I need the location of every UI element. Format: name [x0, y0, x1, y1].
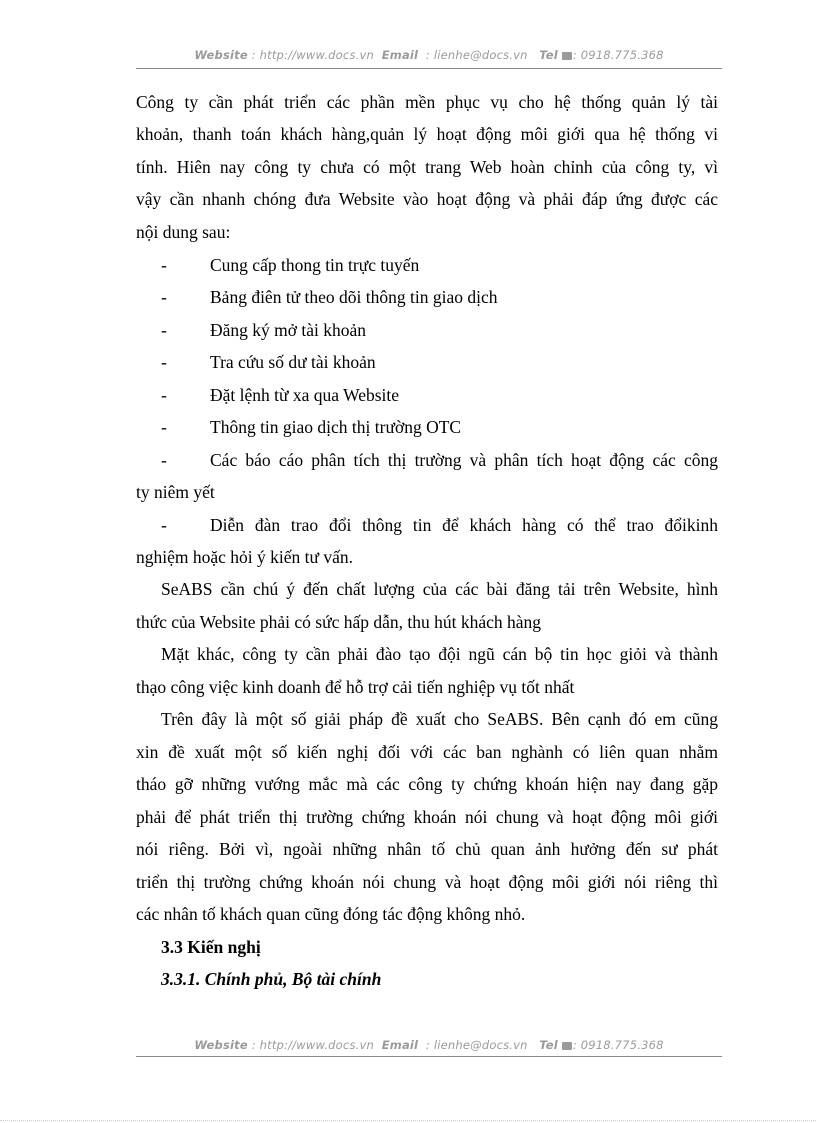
- bullet-dash: -: [161, 320, 167, 340]
- para4-line-7: các nhân tố khách quan cũng đóng tác động không nhỏ.: [136, 904, 526, 924]
- bullet-text: Cung cấp thong tin trực tuyến: [210, 255, 420, 275]
- header-email-value[interactable]: : lienhe@docs.vn: [425, 48, 528, 62]
- para4-line-1: Trên đây là một số giải pháp đề xuất cho SeABS. Bên cạnh đó em cũng: [161, 709, 718, 729]
- footer-website-label: Website: [194, 1038, 248, 1052]
- bullet-item: [136, 513, 718, 537]
- bullet-text: Thông tin giao dịch thị trường OTC: [210, 417, 462, 437]
- bullet-item: [136, 350, 718, 374]
- footer-tel-value: : 0918.775.368: [572, 1038, 664, 1052]
- bullet-text: Tra cứu số dư tài khoản: [210, 352, 376, 372]
- bullet-continuation: nghiệm hoặc hỏi ý kiến tư vấn.: [136, 547, 354, 567]
- header-website-url[interactable]: : http://www.docs.vn: [251, 48, 374, 62]
- para1-line-3: tính. Hiên nay công ty chưa có một trang Web hoàn chỉnh của công ty, vì: [136, 157, 718, 177]
- para4-line-3: tháo gỡ những vướng mắc mà các công ty chứng khoán hiện nay đang gặp: [136, 774, 718, 794]
- footer-rule: [136, 1056, 722, 1057]
- bullet-text: Diễn đàn trao đổi thông tin để khách hàng có thể trao đổikinh: [210, 515, 718, 535]
- bullet-item: [136, 318, 718, 342]
- header-tel-label: Tel: [539, 48, 558, 62]
- para3-line-2: thạo công việc kinh doanh để hỗ trợ cải tiến nghiệp vụ tốt nhất: [136, 677, 575, 697]
- para4-line-2: xin đề xuất một số kiến nghị đối với các ban nghành có liên quan nhằm: [136, 742, 718, 762]
- phone-icon: [562, 1042, 572, 1050]
- para4-line-6: triển thị trường chứng khoán nói chung và hoạt động môi giới nói riêng thì: [136, 872, 718, 892]
- bullet-text: Đăng ký mở tài khoản: [210, 320, 367, 340]
- bullet-dash: -: [161, 515, 167, 535]
- para2-line-2: thức của Website phải có sức hấp dẫn, thu hút khách hàng: [136, 612, 542, 632]
- bullet-text: Đặt lệnh từ xa qua Website: [210, 385, 400, 405]
- phone-icon: [562, 52, 572, 60]
- para3-line-1: Mặt khác, công ty cần phải đào tạo đội ngũ cán bộ tin học giỏi và thành: [161, 644, 718, 664]
- para4-line-4: phải để phát triển thị trường chứng khoán nói chung và hoạt động môi giới: [136, 807, 718, 827]
- bullet-item: [136, 285, 718, 309]
- header-website-label: Website: [194, 48, 248, 62]
- header-tel-value: : 0918.775.368: [572, 48, 664, 62]
- footer-tel-label: Tel: [539, 1038, 558, 1052]
- bullet-continuation: ty niêm yết: [136, 482, 215, 502]
- bullet-item: [136, 415, 718, 439]
- subsection-heading: 3.3.1. Chính phủ, Bộ tài chính: [161, 969, 382, 989]
- bullet-dash: -: [161, 417, 167, 437]
- footer-email-label: Email: [381, 1038, 419, 1052]
- bullet-dash: -: [161, 450, 167, 470]
- bullet-dash: -: [161, 287, 167, 307]
- footer-website-url[interactable]: : http://www.docs.vn: [251, 1038, 374, 1052]
- bullet-item: [136, 448, 718, 472]
- bullet-text: Các báo cáo phân tích thị trường và phân tích hoạt động các công: [210, 450, 718, 470]
- para1-line-2: khoản, thanh toán khách hàng,quản lý hoạt động môi giới qua hệ thống vi: [136, 124, 718, 144]
- bullet-dash: -: [161, 352, 167, 372]
- header-rule: [136, 68, 722, 69]
- para2-line-1: SeABS cần chú ý đến chất lượng của các bài đăng tải trên Website, hình: [161, 579, 718, 599]
- para1-line-5: nội dung sau:: [136, 222, 231, 242]
- bullet-item: [136, 383, 718, 407]
- bullet-text: Bảng điên tử theo dõi thông tin giao dịch: [210, 287, 498, 307]
- page-bottom-edge: [0, 1120, 816, 1121]
- section-heading: 3.3 Kiến nghị: [161, 937, 261, 957]
- page-header: [136, 48, 722, 68]
- para1-line-4: vậy cần nhanh chóng đưa Website vào hoạt động và phải đáp ứng được các: [136, 189, 718, 209]
- para4-line-5: nói riêng. Bởi vì, ngoài những nhân tố chủ quan ảnh hưởng đến sư phát: [136, 839, 718, 859]
- bullet-item: [136, 253, 718, 277]
- footer-email-value[interactable]: : lienhe@docs.vn: [425, 1038, 528, 1052]
- page-footer: [136, 1038, 722, 1058]
- header-email-label: Email: [381, 48, 419, 62]
- bullet-dash: -: [161, 385, 167, 405]
- para1-line-1: Công ty cần phát triển các phần mền phục vụ cho hệ thống quản lý tài: [136, 92, 718, 112]
- bullet-dash: -: [161, 255, 167, 275]
